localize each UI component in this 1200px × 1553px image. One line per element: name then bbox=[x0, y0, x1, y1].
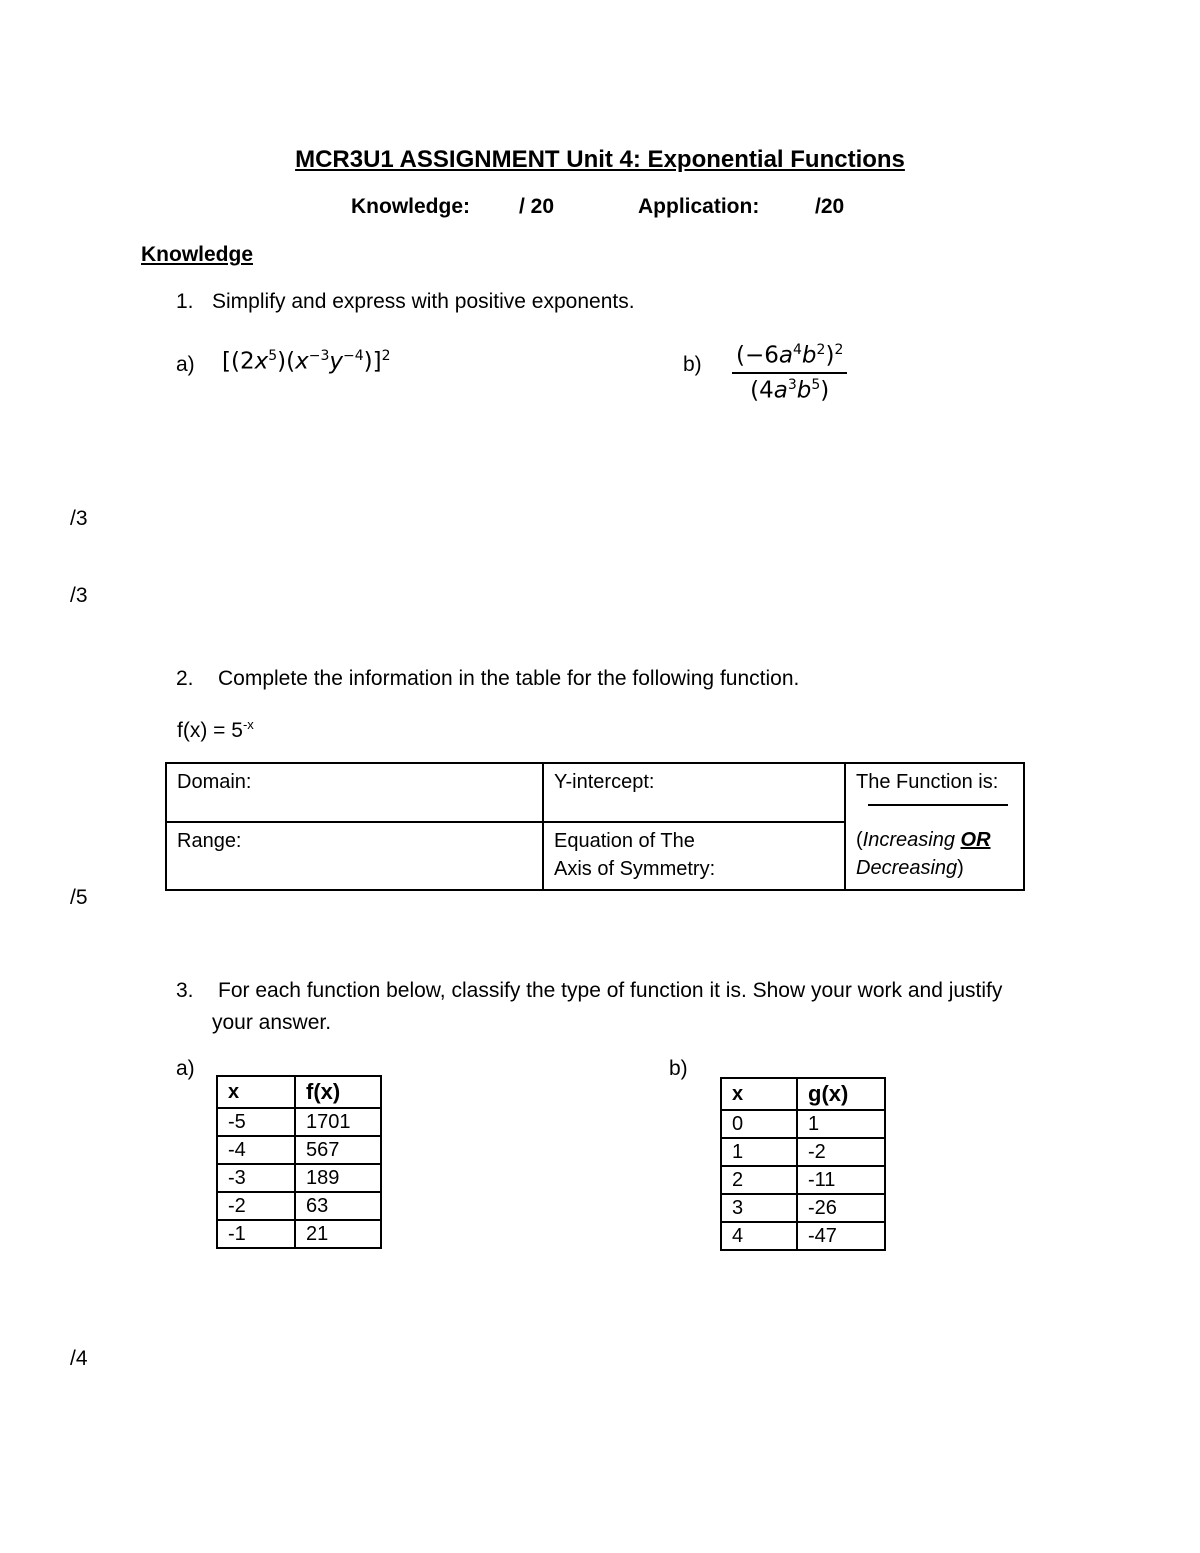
knowledge-label: Knowledge: bbox=[351, 195, 470, 218]
table-a-fx-cell: 1701 bbox=[295, 1108, 381, 1136]
function-is-answer-line[interactable] bbox=[868, 804, 1008, 806]
table-b-x-cell: 2 bbox=[721, 1166, 797, 1194]
q1-a-label: a) bbox=[176, 353, 195, 376]
q2-marks: /5 bbox=[70, 886, 88, 909]
table-b-gx-cell: -26 bbox=[797, 1194, 885, 1222]
or-text: OR bbox=[960, 829, 991, 851]
table-row bbox=[721, 1194, 885, 1222]
axis-label-line1: Equation of The bbox=[554, 830, 695, 852]
y-intercept-cell[interactable] bbox=[543, 763, 845, 822]
table-a-header-x: x bbox=[217, 1076, 295, 1108]
q3-prompt-line1: For each function below, classify the type of function it is. Show your work and justify bbox=[218, 979, 1003, 1002]
table-b-gx-cell: -2 bbox=[797, 1138, 885, 1166]
q1-a-expression: $[(2x^5)(x^{-3}y^{-4})]^2$ bbox=[222, 348, 391, 375]
knowledge-score: / 20 bbox=[519, 195, 555, 218]
table-b-x-cell: 3 bbox=[721, 1194, 797, 1222]
table-a-x-cell: -2 bbox=[217, 1192, 295, 1220]
q3-b-label: b) bbox=[669, 1057, 688, 1080]
q2-prompt: Complete the information in the table for the following function. bbox=[218, 667, 800, 690]
q1-b-expression: $\frac{(-6a^4b^2)^2}{(4a^3b^5)}$ bbox=[732, 342, 847, 403]
table-b-gx-cell: 1 bbox=[797, 1110, 885, 1138]
table-row bbox=[721, 1166, 885, 1194]
application-label: Application: bbox=[638, 195, 760, 218]
table-a-fx-cell: 21 bbox=[295, 1220, 381, 1248]
table-b bbox=[720, 1077, 886, 1251]
table-a-x-cell: -1 bbox=[217, 1220, 295, 1248]
y-intercept-label: Y-intercept: bbox=[554, 771, 655, 793]
increasing-decreasing-cell bbox=[845, 822, 1024, 890]
table-b-header-x: x bbox=[721, 1078, 797, 1110]
table-a-fx-cell: 567 bbox=[295, 1136, 381, 1164]
q1-number: 1. bbox=[176, 290, 194, 313]
table-b-x-cell: 1 bbox=[721, 1138, 797, 1166]
increasing-text: Increasing bbox=[862, 829, 955, 851]
table-row bbox=[217, 1164, 381, 1192]
domain-cell[interactable] bbox=[166, 763, 543, 822]
table-a bbox=[216, 1075, 382, 1249]
q2-function-base: f(x) = 5 bbox=[177, 719, 243, 742]
table-row bbox=[217, 1220, 381, 1248]
range-cell[interactable] bbox=[166, 822, 543, 890]
table-b-x-cell: 0 bbox=[721, 1110, 797, 1138]
q1-b-label: b) bbox=[683, 353, 702, 376]
table-b-gx-cell: -11 bbox=[797, 1166, 885, 1194]
table-row bbox=[721, 1138, 885, 1166]
q2-number: 2. bbox=[176, 667, 194, 690]
application-score: /20 bbox=[815, 195, 845, 218]
paren-open: ( bbox=[856, 829, 863, 851]
table-a-x-cell: -3 bbox=[217, 1164, 295, 1192]
range-label: Range: bbox=[177, 830, 242, 852]
axis-of-symmetry-cell[interactable] bbox=[543, 822, 845, 890]
q3-marks: /4 bbox=[70, 1347, 88, 1370]
table-a-header-fx: f(x) bbox=[295, 1076, 381, 1108]
function-is-label: The Function is: bbox=[856, 771, 999, 793]
q3-number: 3. bbox=[176, 979, 194, 1002]
table-a-fx-cell: 63 bbox=[295, 1192, 381, 1220]
q1-prompt: Simplify and express with positive exponents. bbox=[212, 290, 635, 313]
table-b-header-gx: g(x) bbox=[797, 1078, 885, 1110]
table-row bbox=[217, 1136, 381, 1164]
function-info-table bbox=[165, 762, 1025, 891]
table-row bbox=[217, 1192, 381, 1220]
q2-function-exponent: -x bbox=[242, 717, 254, 732]
q3-prompt-line2: your answer. bbox=[212, 1011, 332, 1034]
table-b-gx-cell: -47 bbox=[797, 1222, 885, 1250]
table-a-x-cell: -5 bbox=[217, 1108, 295, 1136]
table-row bbox=[721, 1110, 885, 1138]
table-a-fx-cell: 189 bbox=[295, 1164, 381, 1192]
q3-a-label: a) bbox=[176, 1057, 195, 1080]
table-row bbox=[217, 1108, 381, 1136]
page-title: MCR3U1 ASSIGNMENT Unit 4: Exponential Functions bbox=[295, 146, 905, 173]
table-row bbox=[721, 1222, 885, 1250]
table-a-x-cell: -4 bbox=[217, 1136, 295, 1164]
table-b-x-cell: 4 bbox=[721, 1222, 797, 1250]
axis-label-line2: Axis of Symmetry: bbox=[554, 858, 716, 880]
q1-a-marks: /3 bbox=[70, 507, 88, 530]
section-heading: Knowledge bbox=[141, 243, 254, 266]
q1-b-marks: /3 bbox=[70, 584, 88, 607]
decreasing-text: Decreasing bbox=[856, 857, 958, 879]
function-is-cell[interactable] bbox=[845, 763, 1024, 822]
paren-close: ) bbox=[957, 857, 964, 879]
domain-label: Domain: bbox=[177, 771, 252, 793]
q2-function bbox=[177, 717, 254, 743]
